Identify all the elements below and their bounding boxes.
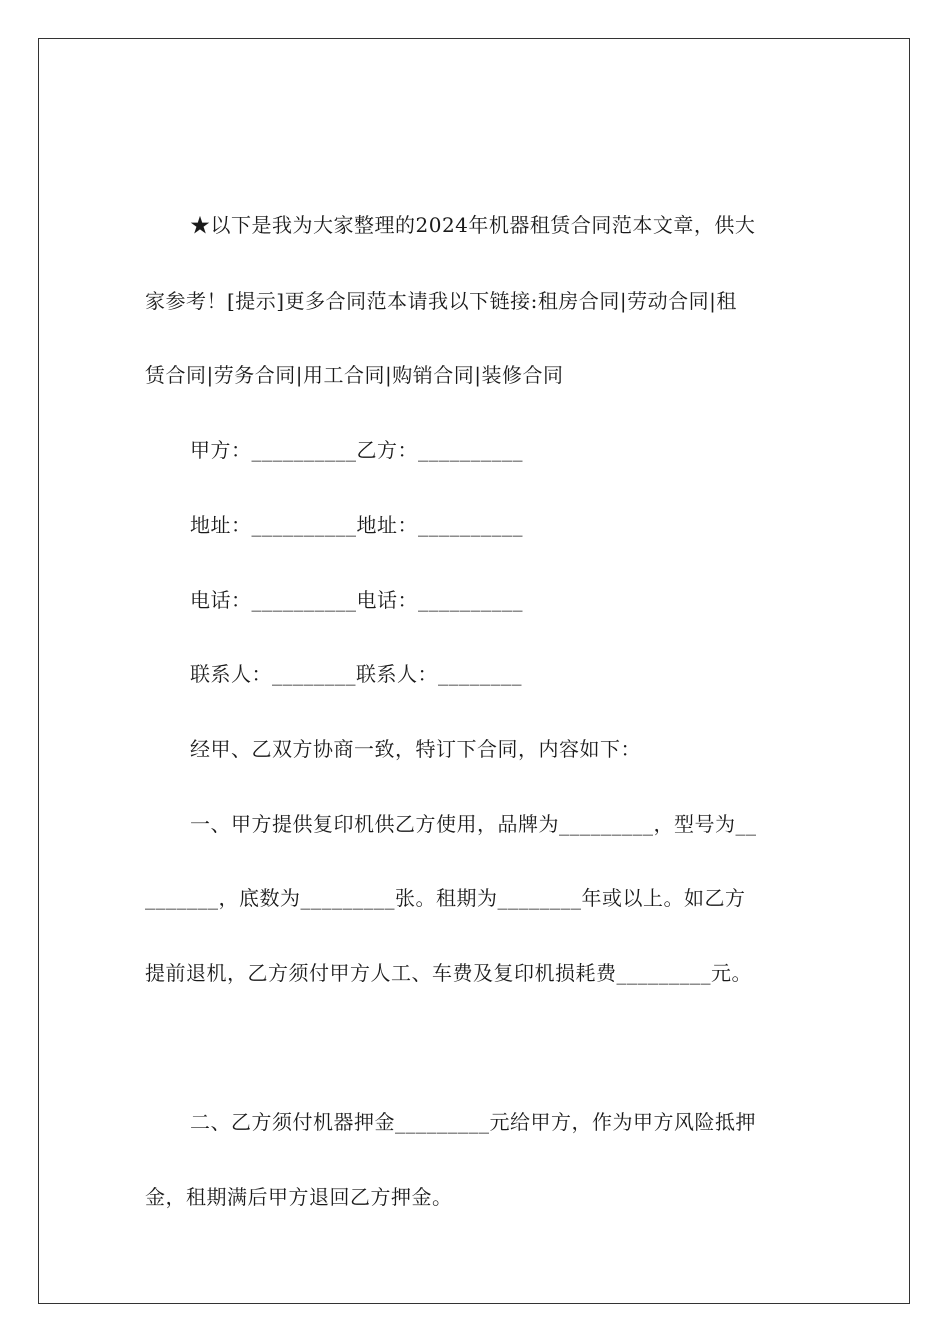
intro-line-1: ★以下是我为大家整理的2024年机器租赁合同范本文章，供大: [190, 213, 756, 237]
party-phone-line: 电话：__________电话：__________: [190, 588, 523, 612]
intro-line-3: 赁合同|劳务合同|用工合同|购销合同|装修合同: [145, 363, 564, 387]
party-names-line: 甲方：__________乙方：__________: [190, 438, 523, 462]
party-address-line: 地址：__________地址：__________: [190, 513, 523, 537]
clause-1-line-3: 提前退机，乙方须付甲方人工、车费及复印机损耗费_________元。: [145, 961, 752, 985]
intro-line-2: 家参考！[提示]更多合同范本请我以下链接:租房合同|劳动合同|租: [145, 289, 737, 313]
clause-1-line-2: _______，底数为_________张。租期为________年或以上。如乙方: [145, 886, 746, 910]
clause-1-line-1: 一、甲方提供复印机供乙方使用，品牌为_________，型号为__: [190, 812, 757, 836]
party-contact-line: 联系人：________联系人：________: [190, 662, 522, 686]
clause-2-line-1: 二、乙方须付机器押金_________元给甲方，作为甲方风险抵押: [190, 1110, 756, 1134]
agreement-intro: 经甲、乙双方协商一致，特订下合同，内容如下：: [190, 737, 641, 761]
clause-2-line-2: 金，租期满后甲方退回乙方押金。: [145, 1185, 453, 1209]
